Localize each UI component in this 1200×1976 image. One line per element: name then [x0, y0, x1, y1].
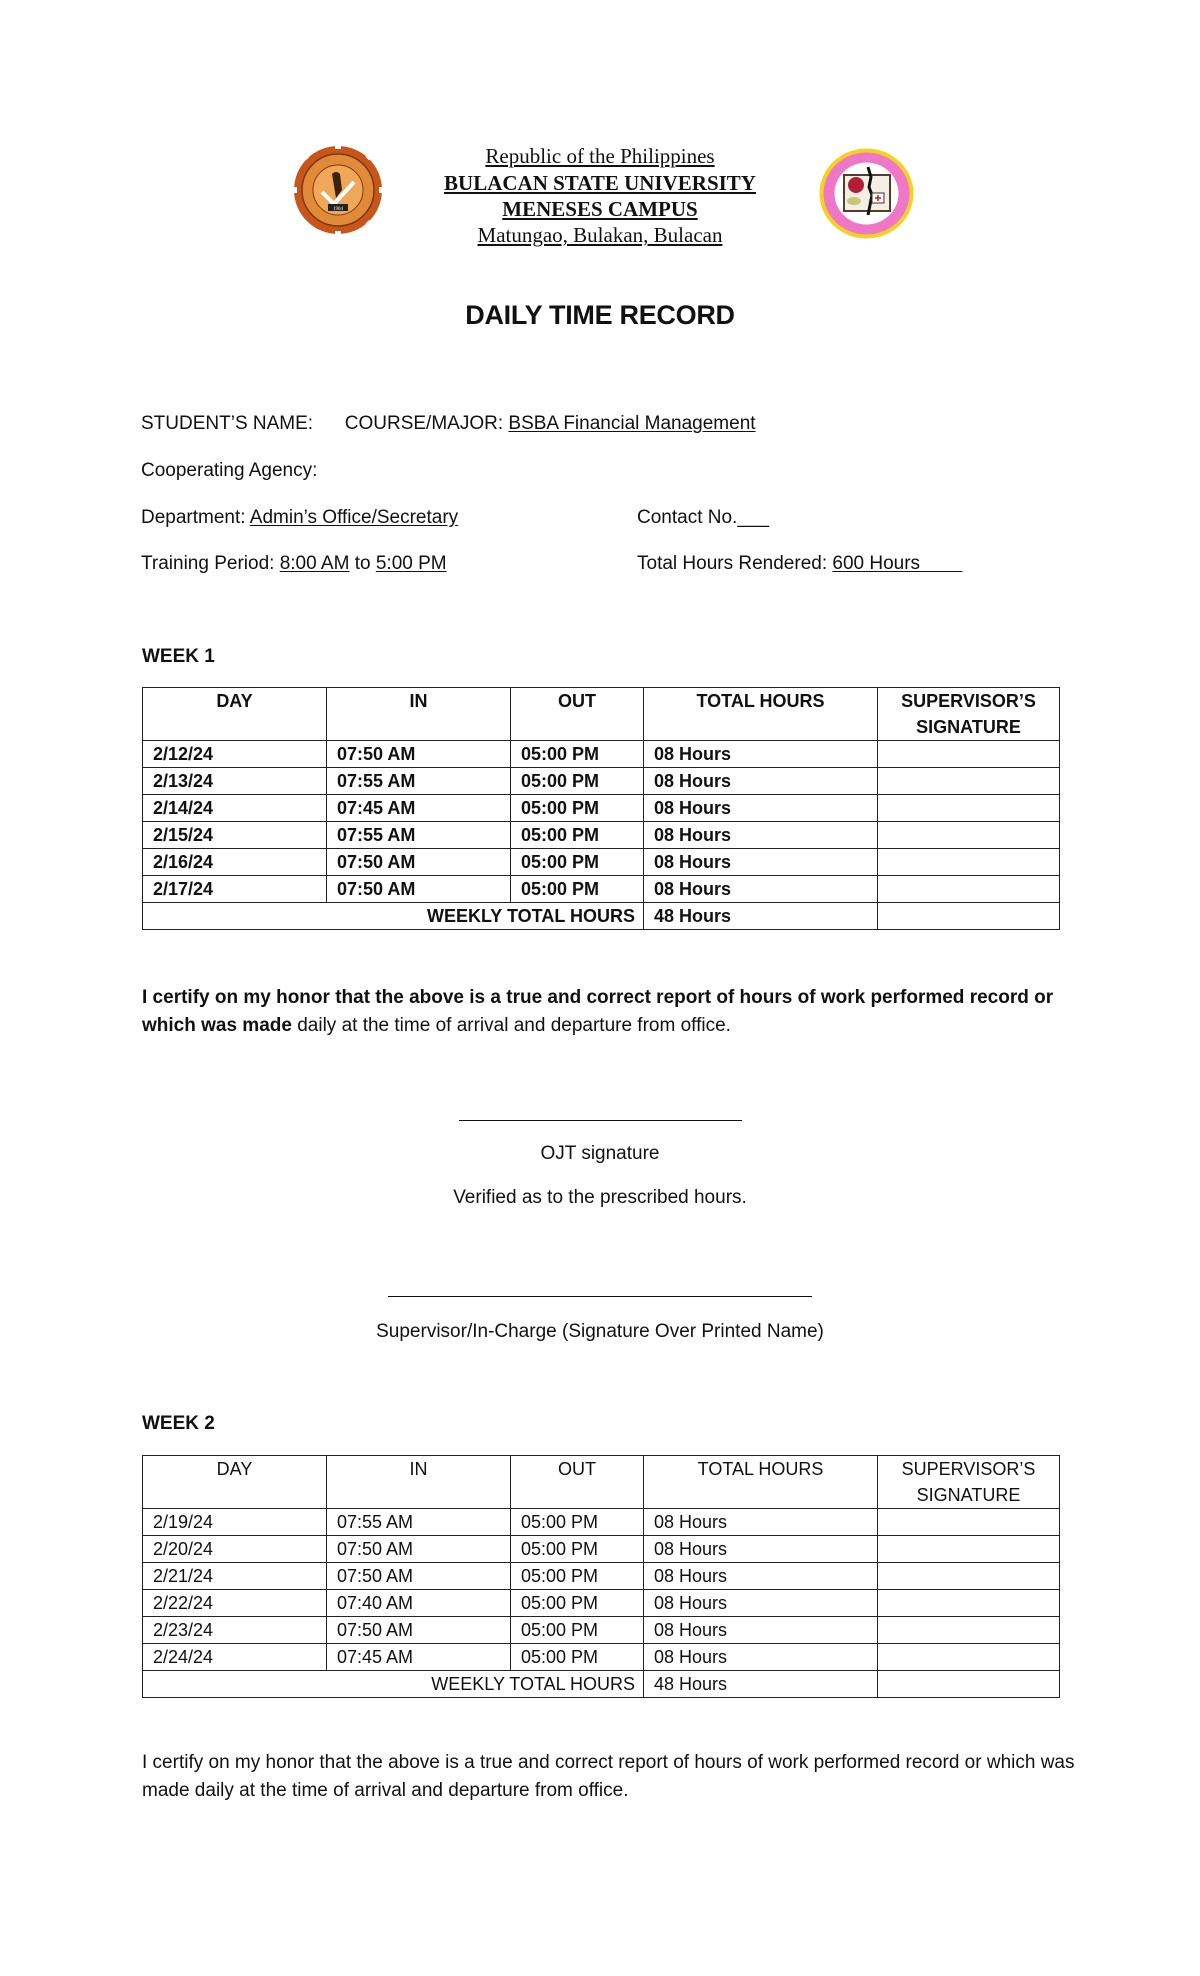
cell-signature[interactable]	[878, 822, 1060, 849]
cell-signature[interactable]	[878, 1509, 1060, 1536]
student-name-label: STUDENT’S NAME:	[141, 413, 314, 434]
verified-text: Verified as to the prescribed hours.	[453, 1187, 747, 1208]
cell-day: 2/16/24	[143, 849, 327, 876]
table-row	[143, 1509, 1060, 1536]
cell-signature[interactable]	[878, 876, 1060, 903]
cell-out: 05:00 PM	[511, 849, 644, 876]
cell-in: 07:50 AM	[327, 849, 511, 876]
header-total-hours: TOTAL HOURS	[644, 1456, 878, 1509]
cell-in: 07:50 AM	[327, 1536, 511, 1563]
cell-out: 05:00 PM	[511, 1590, 644, 1617]
cell-in: 07:45 AM	[327, 1644, 511, 1671]
agency-label: Cooperating Agency:	[141, 460, 318, 481]
week-2-table	[142, 1455, 1060, 1698]
cell-in: 07:50 AM	[327, 876, 511, 903]
table-row	[143, 1536, 1060, 1563]
cell-day: 2/13/24	[143, 768, 327, 795]
cell-total: 08 Hours	[644, 768, 878, 795]
cell-total: 08 Hours	[644, 795, 878, 822]
cell-total: 08 Hours	[644, 1563, 878, 1590]
cell-out: 05:00 PM	[511, 1617, 644, 1644]
cell-total: 08 Hours	[644, 1509, 878, 1536]
cell-in: 07:45 AM	[327, 795, 511, 822]
cell-total: 08 Hours	[644, 1536, 878, 1563]
cell-out: 05:00 PM	[511, 1644, 644, 1671]
contact-row	[637, 506, 769, 530]
cell-in: 07:50 AM	[327, 1617, 511, 1644]
certification-statement-week-2: I certify on my honor that the above is a true and correct report of hours of work performed record or which was made daily at the time of arrival and departure from office.	[142, 1752, 1075, 1801]
cell-day: 2/12/24	[143, 741, 327, 768]
table-row	[143, 1617, 1060, 1644]
week-2-label: WEEK 2	[142, 1413, 215, 1434]
cell-out: 05:00 PM	[511, 1509, 644, 1536]
cell-signature[interactable]	[878, 1563, 1060, 1590]
training-to: to	[354, 553, 371, 574]
cell-total: 08 Hours	[644, 1590, 878, 1617]
cell-total: 08 Hours	[644, 741, 878, 768]
cell-in: 07:50 AM	[327, 1563, 511, 1590]
ojt-signature-label: OJT signature	[540, 1143, 660, 1164]
table-header-row	[143, 688, 1060, 741]
department-row	[141, 506, 458, 530]
cell-day: 2/22/24	[143, 1590, 327, 1617]
table-row	[143, 1563, 1060, 1590]
cell-total: 08 Hours	[644, 1644, 878, 1671]
training-start: 8:00 AM	[279, 553, 350, 574]
ojt-signature-line[interactable]	[459, 1120, 742, 1121]
department-label: Department:	[141, 507, 246, 528]
table-header-row	[143, 1456, 1060, 1509]
cell-day: 2/15/24	[143, 822, 327, 849]
cell-out: 05:00 PM	[511, 741, 644, 768]
cell-out: 05:00 PM	[511, 1563, 644, 1590]
header-republic: Republic of the Philippines	[485, 144, 715, 168]
weekly-total-signature[interactable]	[878, 1671, 1060, 1698]
cell-out: 05:00 PM	[511, 795, 644, 822]
total-hours-value: 600 Hours	[832, 553, 921, 574]
training-end: 5:00 PM	[375, 553, 447, 574]
cell-out: 05:00 PM	[511, 822, 644, 849]
cell-day: 2/23/24	[143, 1617, 327, 1644]
weekly-total-value: 48 Hours	[644, 903, 878, 930]
cell-total: 08 Hours	[644, 822, 878, 849]
svg-text:1904: 1904	[333, 207, 343, 212]
cell-day: 2/21/24	[143, 1563, 327, 1590]
contact-value: ___	[737, 507, 770, 528]
table-row	[143, 1644, 1060, 1671]
cell-in: 07:50 AM	[327, 741, 511, 768]
cell-out: 05:00 PM	[511, 876, 644, 903]
cell-out: 05:00 PM	[511, 1536, 644, 1563]
table-row	[143, 822, 1060, 849]
certification-statement-week-1: I certify on my honor that the above is a true and correct report of hours of work performed record or which was made daily at the time of arrival and departure from office.	[142, 987, 1054, 1036]
header-day: DAY	[143, 1456, 327, 1509]
cell-signature[interactable]	[878, 1590, 1060, 1617]
page-title: DAILY TIME RECORD	[465, 300, 735, 330]
header-total-hours: TOTAL HOURS	[644, 688, 878, 741]
cell-day: 2/17/24	[143, 876, 327, 903]
header-out: OUT	[511, 1456, 644, 1509]
cell-total: 08 Hours	[644, 849, 878, 876]
header-supervisor-signature: SUPERVISOR’S SIGNATURE	[878, 688, 1060, 741]
weekly-total-label: WEEKLY TOTAL HOURS	[143, 903, 644, 930]
cell-total: 08 Hours	[644, 876, 878, 903]
header-in: IN	[327, 1456, 511, 1509]
header-university: BULACAN STATE UNIVERSITY	[444, 171, 756, 195]
cell-signature[interactable]	[878, 741, 1060, 768]
training-period-row	[141, 552, 447, 576]
department-value: Admin’s Office/Secretary	[249, 507, 459, 528]
cell-day: 2/24/24	[143, 1644, 327, 1671]
table-row	[143, 849, 1060, 876]
training-label: Training Period:	[141, 553, 275, 574]
header-supervisor-signature: SUPERVISOR’S SIGNATURE	[878, 1456, 1060, 1509]
cell-signature[interactable]	[878, 1644, 1060, 1671]
table-row	[143, 876, 1060, 903]
total-hours-label: Total Hours Rendered:	[637, 553, 828, 574]
cell-in: 07:55 AM	[327, 1509, 511, 1536]
weekly-total-value: 48 Hours	[644, 1671, 878, 1698]
cell-signature[interactable]	[878, 795, 1060, 822]
cell-day: 2/19/24	[143, 1509, 327, 1536]
cell-day: 2/14/24	[143, 795, 327, 822]
header-day: DAY	[143, 688, 327, 741]
table-row	[143, 795, 1060, 822]
course-label: COURSE/MAJOR:	[344, 413, 504, 434]
student-course-row	[141, 412, 756, 436]
agency-row	[141, 459, 317, 483]
week-1-label: WEEK 1	[142, 646, 215, 667]
cell-signature[interactable]	[878, 1536, 1060, 1563]
week-1-table	[142, 687, 1060, 930]
weekly-total-row	[143, 903, 1060, 930]
cell-signature[interactable]	[878, 1617, 1060, 1644]
table-row	[143, 741, 1060, 768]
cell-in: 07:55 AM	[327, 768, 511, 795]
header-address: Matungao, Bulakan, Bulacan	[477, 223, 723, 247]
header-in: IN	[327, 688, 511, 741]
weekly-total-label: WEEKLY TOTAL HOURS	[143, 1671, 644, 1698]
table-row	[143, 1590, 1060, 1617]
cell-in: 07:55 AM	[327, 822, 511, 849]
cell-out: 05:00 PM	[511, 768, 644, 795]
supervisor-signature-label: Supervisor/In-Charge (Signature Over Printed Name)	[376, 1321, 824, 1342]
cell-in: 07:40 AM	[327, 1590, 511, 1617]
cell-total: 08 Hours	[644, 1617, 878, 1644]
supervisor-signature-line[interactable]	[388, 1296, 812, 1297]
cell-day: 2/20/24	[143, 1536, 327, 1563]
weekly-total-row	[143, 1671, 1060, 1698]
course-value: BSBA Financial Management	[508, 413, 756, 434]
header-campus: MENESES CAMPUS	[502, 197, 698, 221]
cell-signature[interactable]	[878, 768, 1060, 795]
contact-label: Contact No.	[637, 507, 738, 528]
cell-signature[interactable]	[878, 849, 1060, 876]
header-out: OUT	[511, 688, 644, 741]
total-hours-row	[637, 552, 962, 576]
table-row	[143, 768, 1060, 795]
weekly-total-signature[interactable]	[878, 903, 1060, 930]
